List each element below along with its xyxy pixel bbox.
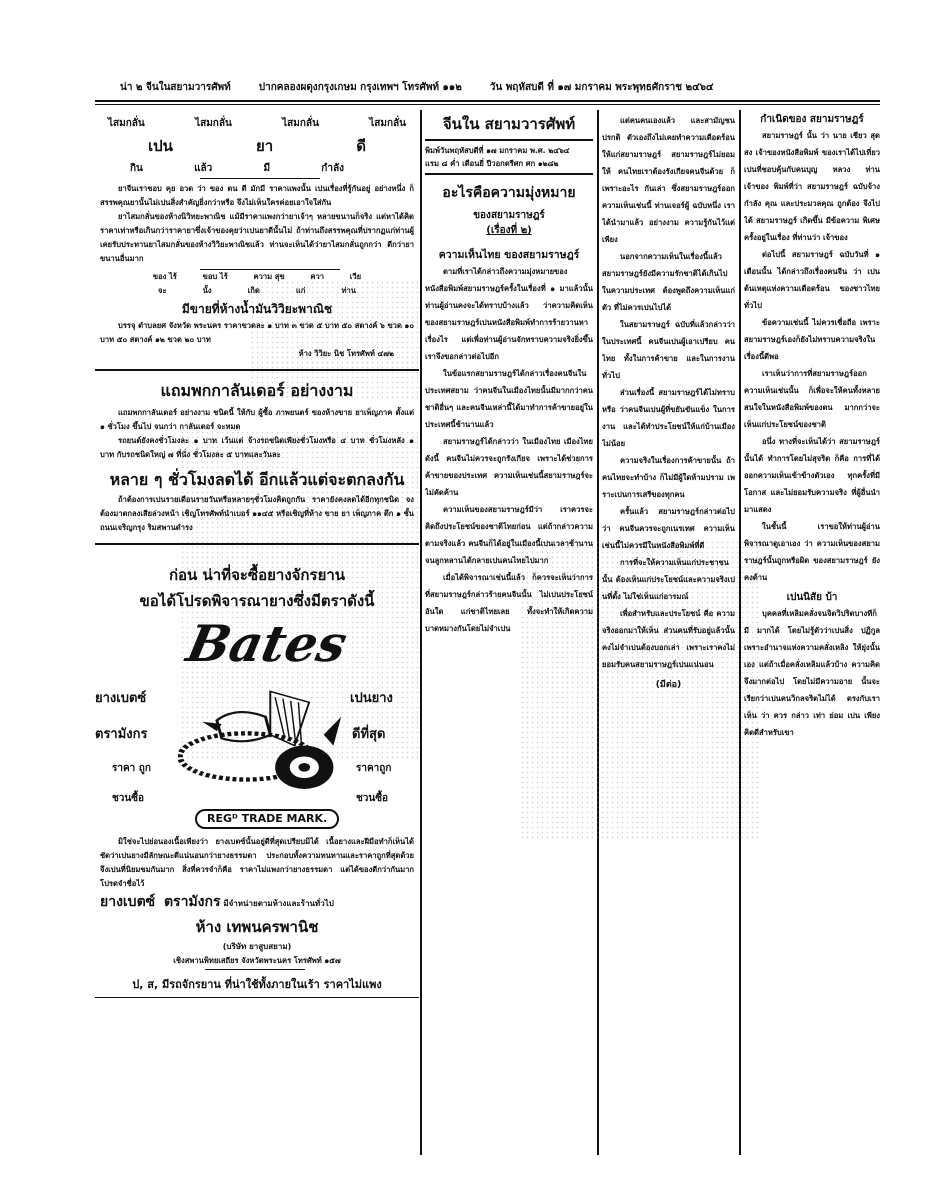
section-rule [95,369,419,371]
calendar-advertisement [100,379,414,535]
grid-word: ควา [310,272,325,281]
dragon-tyre-trademark-icon [178,677,348,807]
paragraph: ส่วนเรื่องนี้ สยามราษฎร์ได้ไม่ทราบหรือ ว่าคนจีนเปนผู้ที่ขยันขันแข็ง ในการงาน และได้ทำประโยชน์ให้แก่บ้านเมืองไม่น้อย [602,388,735,448]
ad-body: ยาไสมกลั่นของห้างนิวิทยะพาณิช แม้มีราคาแพงกว่ายาเจ้าๆ หลายขนานก็จริง แต่หาได้คิดราคาเท่าหรือเกินกว่าราคายาซึ่งเจ้าของคุยว่าเปนยาดีนั้นไม่ ถ้าท่านถึงสรรพคุณที่ปรากฏแก่ท่านผู้เคยรับประทานยาไสมกลั่นของห้างวิวิยะพาณิชแล้ว ท่านจะเห็นได้ว่ายาไสมกลั่นถูกกว่า ดีกว่ายาขนานอื่นมาก [100,212,414,263]
ad-body: มิใช่จะไปย่อนองเนื้อเพียงว่า ยางเบตซ์นั้นอยู่ดีที่สุดเปรียบมิได้ เนื้อยางและฝีมือทำก็เห็นได้ชัดว่าเปนยางมีลักษณะดีแน่นอนกว่ายางธรรมดา ประกอบทั้งความทนทานและราคาถูกที่สุดด้วย จึงเปนที่นิยมชมกันมาก สิ่งที่ควรจำก็คือ ราคาไม่แพงกว่ายางธรรมดา แต่ได้ของดีกว่ากันมาก โปรดจำชื่อไว้ [100,837,414,888]
paragraph: สยามราษฎร์ได้กล่าวว่า ในเมืองไทย เมืองไทย ดังนี้ คนจีนไม่ควรจะถูกรังเกียจ เพราะได้ช่วยการค้าขายของประเทศ ความเห็นเช่นนี้สยามราษฎร์จะไม่คัดค้าน [425,437,593,497]
publisher-office: ปากคลองผดุงกรุงเกษม กรุงเทพฯ โทรศัพท์ ๑๑๒ [258,82,462,93]
ad-headline-2: ขอได้โปรดพิจารณายางซึ่งมีตราดังนี้ [139,592,375,610]
ad-headline-word: ดี [356,137,366,155]
column-divider [597,110,599,1155]
ad-footer: ป, ส, มีรถจักรยาน ที่น่าใช้ทั้งภายในเร้า ราคาไม่แพง [132,978,382,991]
tyre-label: ชวนซื้อ [356,793,389,804]
ad-subline-word: กิน [130,163,143,174]
tyre-label: ตรามังกร [95,727,148,742]
issue-date-line: พิมพ์วันพฤหัสบดีที่ ๑๗ มกราคม พ.ศ. ๒๔๖๔ [425,146,570,155]
ad-price-line: บรรจุ ตำบลยศ จังหวัด พระนคร ราคาขวดละ ๑ บาท ๓ ขวด ๕ บาท ๕๐ สตางค์ ๖ ขวด ๑๐ บาท ๕๐ สตางค์ ๑๒ ขวด ๒๐ บาท [100,321,414,344]
paragraph: อนึ่ง ทางที่จะเห็นได้ว่า สยามราษฎร์ นั้นได้ ทำการโดยไม่สุจริต ก็คือ การที่ได้ออกความเห็นเข้าข้างตัวเอง ทุกครั้งที่มีโอกาส และไม่ยอมรับความจริง ที่ผู้อื่นนำมาแสดง [744,437,880,514]
paragraph: ในชั้นนี้ เราขอให้ท่านผู้อ่านพิจารณาดูเอาเอง ว่า ความเห็นของสยามราษฎร์นั้นถูกหรือผิด ของสยามราษฎร์ ยังคงต้าน [744,522,880,582]
ad-subheadline: มีขายที่ห้างน้ำมันวิวิยะพาณิช [181,302,333,316]
issue-date: วัน พฤหัสบดี ที่ ๑๗ มกราคม พระพุทธศักราช ๒๔๖๔ [489,82,714,93]
tyre-label: ยางเบตซ์ [95,691,147,706]
origin-article-column [744,112,880,1155]
tyre-advertisement [95,553,414,998]
ad-headline: ก่อน น่าที่จะซื้อยางจักรยาน [168,566,346,584]
paragraph: เพื่อสำหรับและประโยชน์ คือ ความจริงออกมาให้เห็น ส่วนคนที่รับอยู่แล้วนั้น คงไม่จำเปนต้องบอกเล่า เพราะเราคงไม่ยอมรับคนสยามราษฎร์เปนแน่นอน [602,609,735,669]
ad-subline-word: กำลัง [321,163,344,174]
editorial-column [425,112,593,1155]
tyre-artwork [95,614,414,831]
paragraph: นอกจากความเห็นในเรื่องนี้แล้ว สยามราษฎร์ยังมีความรักชาติได้เกินไป ในความประเทศ ต้องพูดถึงความเห็นแก่ตัว ที่ไม่ควรเปนไปได้ [602,252,735,312]
paragraph: ครั้นแล้ว สยามราษฎร์กล่าวต่อไปว่า คนจีนควรจะถูกเนรเทศ ความเห็นเช่นนี้ไม่ควรมีในหนังสือพิมพ์ที่ดี [602,507,735,550]
section-heading: ความเห็นไทย ของสยามราษฎร์ [438,249,580,261]
ad-headline-word: ยา [255,137,274,155]
paragraph: ในสยามราษฎร์ ฉบับที่แล้วกล่าวว่า ในประเทศนี้ คนจีนเปนผู้เอาเปรียบ คนไทย ทั้งในการค้าขาย และในการงานทั่วไป [602,320,735,380]
grid-word: ท่าน [341,286,356,295]
brand-tail: มีจำหน่ายตามห้างและร้านทั่วไป [223,899,334,908]
article-body-continued [602,112,735,673]
ad-label: ไสมกลั่น [369,118,406,129]
divider [205,969,305,970]
grid-word: เวีย [349,272,362,281]
section-heading: เปนนิสัย บ้า [786,592,838,603]
paragraph: ข้อความเช่นนี้ ไม่ควรเชื่อถือ เพราะสยามราษฎร์เองก็ยังไม่ทราบความจริงในเรื่องนี้ดีพอ [744,318,880,361]
ad-headline-2: หลาย ๆ ชั่วโมงลดได้ อีกแล้วแต่จะตกลงกัน [109,470,405,489]
paragraph: การที่จะให้ความเห็นแก่ประชาชนนั้น ต้องเห็นแก่ประโยชน์และความจริงเปนที่ตั้ง ไม่ใช่เห็นแก่อารมณ์ [602,558,735,601]
ad-label: ไสมกลั่น [108,118,145,129]
tyre-label: ดีที่สุด [352,727,386,742]
medicine-advertisement [100,116,414,361]
paragraph: ตามที่เราได้กล่าวถึงความมุ่งหมายของหนังสือพิมพ์สยามราษฎร์ครั้งในเรื่องที่ ๑ มาแล้วนั้น ท่านผู้อ่านคงจะได้ทราบบ้างแล้ว ว่าความคิดเห็นของสยามราษฎร์เปนหนังสือพิมพ์ทำการร้ายวานหาเรื่องไร แต่เพื่อท่านผู้อ่านจักทราบความจริงยิ่งขึ้น เราจึงขอกล่าวต่อไปอีก [425,267,593,361]
ad-body: รถยนต์ยังคงชั่วโมงละ ๑ บาท เว้นแต่ จ้างรถชนิดเพียงชั่วโมงหรือ ๔ บาท ชั่วโมงหลัง ๑ บาท กับรถชนิดใหญ่ ๗ ที่นั่ง ชั่วโมงละ ๕ บาทและวันละ [100,436,414,459]
article-body [425,263,593,637]
ad-phone: ห้าง วิวิยะ นิช โทรศัพท์ ๔๗๒ [298,349,394,358]
lunar-date-line: แรม ๘ ค่ำ เดือนยี่ ปีวอกตรีศก ศก ๑๒๘๒ [425,159,559,168]
ad-label: ไสมกลั่น [282,118,319,129]
ad-body-2: ถ้าต้องการเปนรายเดือนรายวันหรือหลายๆชั่วโมงคิดถูกกัน ราคายังคงลดได้อีกทุกชนิด จงต้องมาตกลงเสียล่วงหน้า เชิญโทรศัพท์นำเบอร์ ๑๑๔๕ หรือเชิญที่ห้าง ขาย ยา เพ็ญภาค ตึก ๑ ชั้น ถนนเจริญกรุง ริมสพานดำรง [100,495,414,532]
tyre-label: เปนยาง [350,691,393,706]
section-body [744,605,880,741]
tyre-label: ราคา ถูก [112,763,151,774]
grid-word: ขอบ ไร้ [202,272,228,281]
advertisement-column [95,116,414,998]
paragraph: ความเห็นของสยามราษฎร์มีว่า เราควรจะคิดถึงประโยชน์ของชาติไทยก่อน แต่ถ้ากล่าวความตามจริงแล้ว คนจีนก็ได้อยู่ในเมืองนี้เปนเวลาช้านาน จนลูกหลานได้กลายเปนคนไทยไปมาก [425,505,593,565]
paragraph: สยามราษฎร์ นั้น ว่า นาย เชียว สุดสง เจ้าของหนังสือพิมพ์ ของเราได้ไปเที่ยวเปนที่ชอบคุ้นกับคนบุญ หลวง ท่าน เจ้าของ พิมพ์ที่ว่า สยามราษฎร์ ฉบับจ้าง กำลัง คุณ และประมวลคุณ ถูกต้อง จึงไปได้ สยามราษฎร์ เกิดขึ้น มีข้อความ พิเศษ ครั้งอยู่ในเรื่อง ที่ท่านว่า เจ้าของ [744,131,880,242]
bates-logo: Bates [181,614,353,673]
bottom-rule [95,997,419,998]
grid-word: เกิด [247,286,260,295]
ad-subline-word: แล้ว [194,163,213,174]
column-divider [739,110,741,1155]
column-divider [420,110,422,1155]
page-number: น่า ๒ จีนในสยามวารศัพท์ [120,82,231,93]
grid-word: นั้ง [202,286,212,295]
paragraph: ในข้อแรกสยามราษฎร์ได้กล่าวเรื่องคนจีนในประเทศสยาม ว่าคนจีนในเมืองไทยนั้นมีมากกว่าคนชาติอื่นๆ และคนจีนเหล่านี้ได้มาทำการค้าขายอยู่ในประเทศนี้ช้านานแล้ว [425,369,593,429]
grid-word: ของ ไร้ [152,272,177,281]
masthead [120,80,880,95]
grid-word: จะ [158,286,167,295]
seller-name: ห้าง เทพนครพานิช [195,918,319,936]
article-continued-column [602,112,735,1155]
article-headline: กำเนิดของ สยามราษฎร์ [760,114,864,125]
divider [425,173,593,175]
section-rule [95,543,419,545]
paragraph: ต่อไปนี้ สยามราษฎร์ ฉบับวันที่ ๑ เดือนนั้น ได้กล่าวถึงเรื่องคนจีน ว่า เปนต้นเหตุแห่งความเดือดร้อน ของชาวไทยทั่วไป [744,250,880,310]
ad-subline-word: มี [263,163,271,174]
tyre-label: ชวนซื้อ [112,793,145,804]
brand-mark: ตรามังกร [163,894,221,910]
masthead-rule [95,100,880,102]
article-body [744,127,880,586]
paper-title: จีนใน สยามวารศัพท์ [442,115,576,133]
brand-name: ยางเบตซ์ [100,894,156,910]
seller-address: เชิงสพานพิทยเสถียร จังหวัดพระนคร โทรศัพท์ ๑๕๗ [173,956,341,965]
article-headline: อะไรคือความมุ่งหมาย [442,185,576,201]
paragraph: ความจริงในเรื่องการค้าขายนั้น ถ้าคนไทยจะทำบ้าง ก็ไม่มีผู้ใดห้ามปราม เพราะเปนการเสรีของทุกคน [602,456,735,499]
tyre-label: ราคาถูก [356,763,392,774]
divider [200,178,320,179]
masthead-rule-thin [95,104,880,105]
ad-body: แถมพกกาลันเดอร์ อย่างงาม ชนิดนี้ ให้กับ ผู้ซื้อ ภาพยนตร์ ของห้างขาย ยาเพ็ญภาค ตั้งแต่ ๑ ชั่วโมง ขึ้นไป จนกว่า กาลันเดอร์ จะหมด [100,408,414,431]
ad-headline-word: เปน [148,137,173,155]
paragraph: เมื่อได้พิจารณาเช่นนี้แล้ว ก็ควรจะเห็นว่าการที่สยามราษฎร์กล่าวร้ายคนจีนนั้น ไม่เปนประโยชน์อันใด แก่ชาติไทยเลย ทั้งจะทำให้เกิดความบาดหมางกันโดยไม่จำเปน [425,573,593,633]
divider [425,139,593,141]
ad-label: ไสมกลั่น [195,118,232,129]
article-part: (เรื่องที่ ๒) [486,225,532,236]
paragraph: แต่คนคนเองแล้ว และสามัญชนปรกติ ตัวเองถึงไม่เคยทำความเดือดร้อนให้แก่สยามราษฎร์ สยามราษฎร์ไม่ยอมให้ คนไทยเราต้องรังเกียจคนจีนด้วย ก็เพราะอะไร กันเล่า ซึ่งสยามราษฎร์ออกความเห็นเช่นนี้ ท่านเจอร์ผู้ ฉบับหนึ่ง เราได้นำมาแล้ว อย่างงาม ความรู้กันไว้แต่เพียง [602,116,735,244]
ad-headline: แถมพกกาลันเดอร์ อย่างงาม [160,381,354,400]
grid-word: แก่ [295,286,306,295]
article-subheadline: ของสยามราษฎร์ [473,210,545,221]
continued-label: (มีต่อ) [655,680,682,690]
grid-word: ความ สุข [253,272,285,281]
seller-sub: (บริษัท ยาสูบสยาม) [222,942,292,951]
paragraph: บุคคลที่เหลิมคลั่งจนจิตวิปริตบางทีก็มี มากได้ โดยไม่รู้ตัวว่าเปนสิ่ง ปฏิกูล เพราะอำนาจแห่งความคลั่งเหลิง ให้ยุ่งนั้นเอง แต่ถ้าเมื่อคลั่งเหลิมแล้วบ้าง ความคิดจึงมากต่อไป โดยไม่มีความอาย นั้นจะเรียกว่าเปนคนวิกลจริตไม่ได้ ตรงกับเรา เห็น ว่า ควร กล่าว เท่า ย่อม เปน เพียง คิดดีสำหรับเขา [744,609,880,737]
trademark-banner: REGᴰ TRADE MARK. [195,809,339,829]
ad-body: ยาจีนเราชอบ คุย อวด ว่า ของ ตน ดี มักมี ราคาแพงนั้น เปนเรื่องที่รู้กันอยู่ อย่างหนึ่ง ก็สรรพคุณยานั้นไม่เปนสิ่งสำคัญยิ่งกว่าหรือ จึงไม่เห็นใครค่อยเอาใจใส่กัน [100,184,414,207]
paragraph: เราเห็นว่าการที่สยามราษฎร์ออกความเห็นเช่นนั้น ก็เพื่อจะให้คนทั้งหลายสนใจในหนังสือพิมพ์ของตน มากกว่าจะเห็นแก่ประโยชน์ของชาติ [744,369,880,429]
